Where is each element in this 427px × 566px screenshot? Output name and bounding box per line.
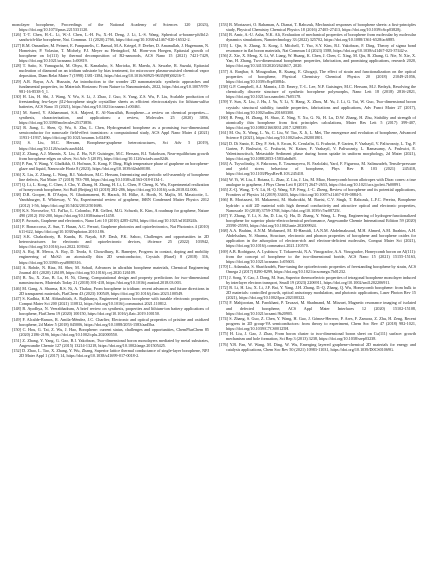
reference-entry: [172] B. Li, H. Liu, X. Li, J.F. Bai, Y. Yang, J.H. Zhang, D.-Q. Zhang, Q. Wu, Honeycomb borophene: from bulk to 2D materials: controlled growth, optical anisotropy modulation, and photonic applications, Laser Photon Rev 15 (2021), https://doi.org/10.1002/lpor.202100322.	[219, 285, 416, 301]
reference-entry: [127] R.M. Osnaniker, M. Peinert, E. Fampanelis, C. Bansal, M.A. Kriegel, F. Dreher, D. Amanullah, J. Hagemann, N. Homeister, P. Volastar, T. Michely, P.J. Meyer zu Heringdorf, M. Horn-von Hoegen, Epitaxial growth of borophene on Ir(111) by thermal decomposition of B2-nanorods, ACS Nano 15 (2021) 7421-7429, https://doi.org/10.1021/acsnano.1c00819.	[12, 42, 209, 63]
reference-entry: [126] T.-T. Chen, H.-L. Li, W.-J. Chen, L.-H. Fu, X.-H. Deng, J. Li, L.-S. Wang, Spherical α-borane-ph3b12: sandwich-like borophene, Nat. Commun. 11 (2020) 2766, https://doi.org/10.1038/s41467-020-16532-2.	[12, 32, 209, 43]
reference-entry: [156] Z. Xie, X. Meng, X. Li, W. Liang, W. Huang, K. Chen, J. Chen, C. Xing, M. Qiu, B. Zhang, G. Nie, N. Xie, X. Yan, H. Zhang, Two-dimensional borophene: properties, fabrication, and promising applications, research 2020, https://doi.org/10.34133/2020/2624617, 2020.	[219, 53, 416, 69]
reference-entry: [145] B. Xu, X. Zuo, B. Lu, H. Ni, Cheng, Computational design and property predictions for two-dimensional nanostructures, Materials Today 21 (2018) 391-418, https://doi.org/10.1016/j.mattod.2018.03.003.	[12, 275, 209, 286]
reference-entry: [152] D. Zhao, L. Tao, X. Zhang, Y. Wu, Zhang, Superior lattice thermal conductance of single-layer borophene, NPJ 2D Mater Appl 1 (2017) 14, https://doi.org/10.1038/s41699-017-0018-2.	[12, 347, 209, 359]
reference-entry: [134] Z. Zhang, A.J. Mannix, X. Liu, Z. Hu, N.P. Guisinger, M.C. Hersam, B.I. Yakobson, Near-equilibrium growth from borophene edges on silver, Sci Adv 5 (2019), https://doi.org/10.1126/sciadv.aax0246.	[12, 150, 209, 161]
reference-entry: [165] Z.-Q. Wang, T.-Y. Lü, H.-Q. Wang, Y.P. Feng, J.-C. Zheng, Review of borophene and its potential applications, Frontiers of Physics 14 (2019) 33403, https://doi.org/10.1007/s11467-019-0884-5.	[219, 187, 416, 198]
reference-entry: [143] A. Raj, H. Mercu, A. Roy, D. Teoda, S. Chowdhury, K. Banerjee, Progress in contact, doping and mobility engineering of MoS2: an atomically thin 2D semiconductor, Crystals (Basel) 8 (2018) 316, https://doi.org/10.3390/cryst8080316.	[12, 249, 209, 265]
reference-entry: [131] M. Saeed, Y. Alshammari, S.A. Majeed, E. Al-Nasrallah, Borophene—a review on chemical properties—synthesis, characterization, and applications: a review, Molecules 25 (2020) 3856, https://doi.org/10.3390/molecules25173856.	[12, 109, 209, 125]
reference-entry: [141] F. Bonaccorso, Z. Sun, T. Hasan, A.C. Ferrari, Graphene photonics and optoelectronics, Nat Photonics 4 (2010) 611-622, https://doi.org/10.1038/nphoton.2010.186.	[12, 223, 209, 234]
reference-entry: [155] L. Qin, S. Zhang, X. Kong, I. Mitchell, T. Yao, S.Y. Kim, B.I. Yakobson, F. Ding, Theory of sigma bond resonance in flat boron materials, Nat Commun 14 (2023) 1588, https://doi.org/10.1038/s41467-023-37442-z.	[219, 42, 416, 53]
reference-entry: [167] Y. Zhang, Y. Li, S. Jin, D. Liu, Q. Hu, D. Zhang, Y. Wang, L. Feng, Engineering of hydrogen-functionalized borophene for superior photo-electrochemical performance, Angewandte Chemie International Edition 59 (2020) 25590-25593, https://doi.org/10.1002/anie.202009924.	[219, 212, 416, 228]
reference-entry: [139] K.S. Novoselov, V.I. Fal'ko, L. Colombo, P.R. Gellert, M.G. Schwab, K. Kim, A roadmap for graphene, Nature 490 (2012) 192-200, https://doi.org/10.1038/nature11458.	[12, 207, 209, 218]
reference-entry: [150] C. Hou, G. Tai, Z. Wu, J. Hao, Borophene: current status, challenges and opportunities, ChemPlusChem 85 (2020) 2186-2196, https://doi.org/10.1002/cplu.202000550.	[12, 327, 209, 338]
reference-column-right	[219, 22, 416, 558]
reference-entry: [174] S. Zhang, S. Guo, Z. Chen, Y. Wang, H. Gao, J. Gómez-Herrero, P. Ares, F. Zamora, Z. Zhu, H. Zeng, Recent progress in 2D group-VA semiconductors: from theory to experiment, Chem Soc Rev 47 (2018) 982-1021, https://doi.org/10.1039/C7CS00125H.	[219, 315, 416, 331]
reference-entry: [132] R. Jiang, L. Shen, Q. Wu, S. Zhu, L. Chen, Hydrogenated borophene as a promising two-dimensional semiconductor for nanoscale field-effect transistors: a computational study, ACS Appl Nano Mater 4 (2021) 11931-11937, https://doi.org/10.1021/acsanm.1c02490.	[12, 125, 209, 141]
reference-entry: [160] B. Peng, H. Zhang, H. Shao, Z. Ning, Y. Xu, G. Ni, H. Lu, D.W. Zhang, H. Zhu, Stability and strength of atomically thin borophene from first principles calculations, Mater Res Lett 5 (2017) 399-407, https://doi.org/10.1080/21663831.2017.1298539.	[219, 114, 416, 131]
reference-entry: [170] L. Adamska, S. Sharifzadeh, Fine-tuning the optoelectronic properties of freestanding borophene by strain, ACS Omega 2 (2017) 8290-8299, https://doi.org/10.1021/acsomega.7b01232.	[219, 264, 416, 275]
reference-entry: [164] W. Yi, W. Liu, J. Botana, L. Zhao, Z. Liu, J. Liu, M. Miao, Honeycomb boron allotropes with Dirac cones: a true analogue to graphene, J Phys Chem Lett 8 (2017) 2647-2653, https://doi.org/10.1021/acs.jpclett.7b00891.	[219, 176, 416, 187]
reference-column-left	[12, 22, 209, 558]
reference-entry: [158] G.P. Campbell, A.J. Mannix, J.D. Emery, T.-L. Lee, N.P. Guisinger, M.C. Hersam, M.J. Bedzyk, Resolving the chemically discrete structure of synthetic borophene polymorphs, Nano Lett 18 (2018) 2816-2821, https://doi.org/10.1021/acs.nanolett.7b05178.	[219, 84, 416, 100]
reference-entry: [176] Y.B. Fan, W. Wang, M. Ding, W. Wu, Emerging layered graphene-chemical 2D materials for energy and catalysis applications, Chem Soc Rev 50 (2021) 10983-11031, https://doi.org/10.1039/D0CS01069G.	[219, 341, 416, 352]
reference-entry: [173] F. Mahjoorian, M. Farokhani, P. Tavazzi, M. Shadmand, M. Mirzaei, Magnetic resonance imaging of isolated and defected borophene, ACS Appl Mater Interfaces 12 (2020) 15102-15108, https://doi.org/10.1021/acsami.9b20905.	[219, 300, 416, 316]
reference-entry: [159] Y. Sun, X. Liu, J. Hu, J. Yu, Y. Li, Y. Hang, X. Zhou, M. Yu, J. Li, G. Tai, W. Guo, Two-dimensional boron crystals: structural stability, tunable properties, fabrications and applications, Adv Funct Mater 27 (2017), https://doi.org/10.1002/adfm.201603300.	[219, 99, 416, 115]
reference-page	[12, 22, 416, 558]
reference-entry: [168] A.A. Brahim, A.N.M. Mohamed, M. El-Hamidi, I.A.N.M. Abdelmaksoud, M.H. Ahmed, A.M. Ibrahim, A.H. Abdelsalam, N. Sharma, Structure, electronic and phonon properties of borophene and borophene oxides for application in the adsorption of electron-rich and electron-deficient molecules, Comput Mater Sci (2021), https://doi.org/10.1016/j.commatsci.2021.110570.	[219, 228, 416, 249]
reference-entry: [154] B. Amir, A.-U. Asha, N.K. Ali, Evaluation of mechanical properties of borophene from molecular by molecular dynamics simulations, Nanotechnology 33 (2022) 325702, https://doi.org/10.1088/1361-6528/ac6885.	[219, 32, 416, 43]
reference-entry: [153] B. Mortazavi, O. Rahaman, A. Dianat, T. Rabczuk, Mechanical responses of borophene sheets: a first-principles study, Physical Chemistry Chemical Physics 18 (2016) 27405-27413, https://doi.org/10.1039/c6cp03828j.	[219, 22, 416, 33]
reference-entry: [147] S. Kadhia, K.M. Abbasibitah, A. Rajkhanya, Engineered porous borophene with tunable electronic properties, Comput Mater Sci 200 (2021) 110812, https://doi.org/10.1016/j.commatsci.2021.110812.	[12, 296, 209, 307]
reference-entry: [149] F. Alcalde-Ramos, R. Amila-Méndez, J.C. Charlier, Electronic and optical properties of pristine and oxidized borophene, 2d Mater 5 (2018) 045006, https://doi.org/10.1088/2053-1583/aad5ba.	[12, 316, 209, 327]
reference-entry: [175] H. Liu, J. Gao, J. Zhao, From boron cluster to two-dimensional boron sheet on Cu(111) surface: growth mechanism and hole formation, Sci Rep 3 (2013) 3238, https://doi.org/10.1038/srep03238.	[219, 331, 416, 342]
reference-entry: [162] D. Di Santo, E. Dey, F. Sek, S. Ercan, K. Cerulafin, G. Fruhwirt, P. Garten, F. Vazhayil, V. Paliwozniy, L. Trg, P. Garten, F. Bruhwirt, C. Fruhwirt, W. Kaiser, F. Vazhayil, V. Paliwozniy, L. Ramasamy, A. Fruhwirt, E. Valentinowitsch, Metastable Sediment phase during boron uptake in uniform morphology, 2d Mater (2021), https://doi.org/10.1088/2053-1583/abdbf8.	[219, 140, 416, 161]
reference-entry: [135] P. Pan, Y. Wang, Y. Gladkikh, O. Hofman, X. Kong, F. Ding, High temperature phase of graphene on borophene-glaze and liquid, Nanoscale Horiz 8 (2023), https://doi.org/10.1039/d2nh00180.	[12, 161, 209, 172]
reference-entry: monolayer borophene, Proceedings of the National Academy of Sciences 120 (2023), https://doi.org/10.1073/pnas.2215331120.	[12, 22, 209, 33]
reference-entry: [144] A. Rohde, N. Riaz, M. Sher, M. Sohail, Advances in ultrathin borophene materials, Chemical Engineering Journal 401 (2020) 126109, https://doi.org/10.1016/j.cej.2020.126109.	[12, 264, 209, 275]
reference-entry: [151] Z. Zhang, Y. Yang, G. Gao, B.I. Yakobson, Two-dimensional boron monolayers mediated by metal substrates, Angewandte Chemie 127 (2015) 13214-13218, https://doi.org/10.1002/ange.201505425.	[12, 337, 209, 348]
reference-entry: [140] P. Avouris, Graphene and electronics, Nano Lett 10 (2010) 4285-4294, https://doi.org/10.1021/nl102824h.	[12, 218, 198, 224]
reference-entry: [142] S.K. Chakraborty, B. Kundu, B. Nayak, S.P. Dash, P.K. Sahoo, Challenges and opportunities in 2D heterostructures for electronic and optoelectronic devices, iScience 25 (2022) 103942, https://doi.org/10.1016/j.isci.2022.103942.	[12, 233, 209, 250]
reference-entry: [161] M. Ou, X. Wang, L. Yu, C. Liu, W. Tao, X. Ji, L. Mei, The emergence and evolution of borophene, Advanced Science 8 (2021), https://doi.org/10.1002/advs.202001801.	[219, 130, 416, 141]
reference-entry: [148] B. Ayodhya, N. Veerabhadram, A brief review on synthesis, properties and lithium-ion battery applications of borophene, FlatChem 19 (2020) 100150, https://doi.org/10.1016/j.flatc.2019.100150.	[12, 306, 209, 317]
reference-entry: [129] A.R. Rayar, A.A. Hussain, An introduction to the wonder 2D nanomaterials: synthetic approaches and fundamental properties, in: Materials Horizons: From Nature to Nanomaterials, 2022, https://doi.org/10.1007/978-981-16-8538-5_1.	[12, 78, 209, 94]
reference-entry: [157] A. Ranjbar, S. Mougoulian, R. Kuang, E. Ghogaji, The effect of strain and functionalization on the optical properties of borophene, Physical Chemistry Chemical Physics 20 (2018) 21049-21056, https://doi.org/10.1039/c8cp03084c.	[219, 68, 416, 84]
reference-entry: [138] D.R. Gooper, B. D'Anjou, N. Ghattamaneni, B. Harack, M. Hilke, A. Horth, N. Majlis, M. Massicotte, L. Vandsburger, E. Whiteway, V. Yu, Experimental review of graphene, ISRN Condensed Matter Physics 2012 (2012) 1-56, https://doi.org/10.5402/2012/501686.	[12, 192, 209, 208]
reference-entry: [163] A. Tsyvolinsky, S. Pakravan, E. Tzuzmayeva, B. Fazlolahi, Yard, F. Figueroa, M. Salimzadeh, Tensile-pressure and yield stress behaviour of borophene, Phys Rev B 103 (2021) 245418, https://doi.org/10.1103/PhysRevB.103.245418.	[219, 161, 416, 177]
reference-entry: [146] M. Gang, A. Sharma, R.S. Ni, A. Thakur, From borophene to iridium: recent advances and future directions in 2D transparent materials, FlatChem 43 (2023) 100549, https://doi.org/10.1016/j.flatc.2023.100549.	[12, 285, 209, 296]
reference-entry: [130] H. Liu, H. Shi, J. Wang, Y. Wu, S. Li, J. Zhao, J. Guo, S. Yang, Z.S. Wu, F. Liu, Scalable production of freestanding few-layer β12-borophene single crystalline sheets as efficient electrocatalysts for lithium-sulfur batteries, ACS Nano 15 (2021), https://doi.org/10.1021/acsnano.1c00461.	[12, 94, 209, 110]
reference-entry: [171] J. Song, Y. Cao, J. Dong, M. Sun, Superior thermoelectric properties of tetragonal borophene monolayer induced by interlayer electron transport, Small 19 (2023) 2206911, https://doi.org/10.1002/smll.202206911.	[219, 274, 416, 285]
reference-entry: [169] A.B. Rodriguez, A. Lyubtsov, T. Tokarevski, N.A. Vinogradov, A.A. Vinogradov, Honeycomb boron on Al(111): from the concept of borophene to the two-dimensional boride, ACS Nano 15 (2021) 15155-15163, https://doi.org/10.1021/acsnano.1c05603.	[219, 248, 416, 264]
reference-entry: [137] Q. Li, L. Kong, C. Chen, J. Cho, Y. Zhang, H. Zhang, H. Li, L. Chen, P. Cheng, K. Wu, Experimental realization of honeycomb borophene, Sci Bull (Beijing) 63 (2018) 282-286, https://doi.org/10.1016/j.scib.2018.02.006.	[12, 182, 209, 193]
reference-entry: [166] B. Mortazavi, M. Makaremi, M. Shahrokhi, M. Raeisi, C.V. Singh, T. Rabczuk, L.F.C. Pereira, Borophene hydride: a stiff 2D material with high thermal conductivity and attractive optical and electronic properties, Nanoscale 10 (2018) 3759-3768, https://doi.org/10.1039/c7nr08725f.	[219, 197, 416, 213]
reference-entry: [136] X. Liu, Z. Zhang, L. Wang, B.I. Yakobson, M.C. Hersam, Intermixing and periodic self-assembly of borophene line defects, Nat Mater 17 (2018) 783-788, https://doi.org/10.1038/s41563-018-0134-1.	[12, 171, 209, 182]
reference-entry: [133] S. Liu, M.C. Hersam, Borophene-graphene heterostructures, Sci Adv 5 (2019), https://doi.org/10.1126/sciadv.aax6444.	[12, 140, 209, 151]
reference-entry: [128] T. Saito, S. Yamaguchi, M. Ohyu, K. Kanakubo, S. Morioka, H. Maeda, A. Sawabe, R. Suzuki, Epitaxial nucleation of diamond on an iridium substrate by bias treatment, for microwave plasma-assisted chemical vapor deposition, Diam Relat Mater 7 (1998) 1381-1384, https://doi.org/10.1016/S0925-9635(98)00216-7.	[12, 63, 209, 79]
